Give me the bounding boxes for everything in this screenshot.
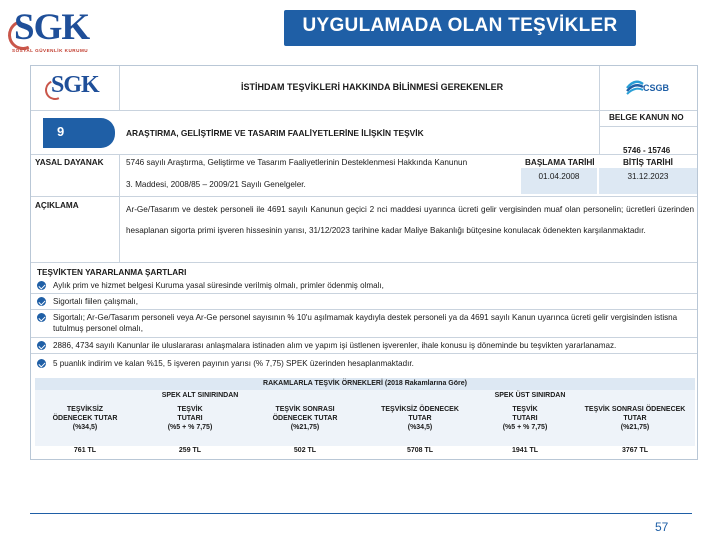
divider [31,353,697,354]
incentive-document [30,65,698,460]
examples-value: 761 TL [73,447,97,454]
check-icon [37,297,46,306]
csgb-logo [621,72,681,106]
page-number: 57 [655,520,669,534]
examples-title: RAKAMLARLA TEŞVİK ÖRNEKLERİ (2018 Rakamlarına Göre) [263,380,467,387]
divider [31,110,697,111]
examples-column-header [245,405,365,432]
condition-text: Sigortalı; Ar-Ge/Tasarım personeli veya Ar-Ge personel sayısının % 10'u aşılmamak kaydıyla destek personeli ya da 4691 sayılı Kanun uyarınca ücreti gelir vergisinden istisna tutulmuş personel olmalı, [53,313,678,333]
column-header-rate: (%5 + % 7,75) [502,424,548,431]
description-label: AÇIKLAMA [35,201,79,210]
column-header-line: TEŞVİKSİZ [66,406,104,413]
check-icon [37,313,46,322]
condition-text: 5 puanlık indirim ve kalan %15, 5 işveren payının yarısı (% 7,75) SPEK üzerinden hesaplanmaktadır. [53,359,414,368]
condition-text: 2886, 4734 sayılı Kanunlar ile uluslararası anlaşmalara istinaden alım ve yapım işi üstlenen işverenler, ihale konusu iş döneminde bu teşvikten yararlanamaz. [53,341,617,350]
condition-text: Sigortalı fiilen çalışmalı, [53,297,139,306]
examples-value: 3767 TL [621,447,649,454]
examples-value: 502 TL [293,447,317,454]
belge-value: 5746 - 15746 [623,146,671,155]
column-header-rate: (%21,75) [620,424,650,431]
incentive-title: ARAŞTIRMA, GELİŞTİRME VE TASARIM FAALİYETLERİNE İLİŞKİN TEŞVİK [126,128,424,138]
column-header-line: ÖDENECEK TUTAR [272,415,338,422]
footer-divider [30,513,692,514]
description-text: Ar-Ge/Tasarım ve destek personeli ile 4691 sayılı Kanunun geçici 2 nci maddesi uyarınca ücreti gelir vergisinden muaf olan personelin; ücretleri üzerinden hesaplanan sigorta primi işveren hissesinin yarısı, 31/12/2023 tarihine kadar Maliye Bakanlığı bütçesine konulacak ödenekten karşılanmaktadır. [126,205,694,235]
examples-column-header [35,405,135,432]
examples-value: 1941 TL [511,447,539,454]
check-icon [37,341,46,350]
column-header-line: TEŞVİK SONRASI [275,406,335,413]
examples-column-header [135,405,245,432]
column-header-rate: (%34,5) [72,424,98,431]
legal-basis-line2: 3. Maddesi, 2008/85 – 2009/21 Sayılı Genelgeler. [126,180,306,189]
legal-basis-label: YASAL DAYANAK [35,158,104,167]
divider [599,126,697,127]
column-header-line: TEŞVİKSİZ ÖDENECEK [381,406,459,413]
divider [599,66,600,154]
column-header-line: TUTARI [177,415,203,422]
conditions-heading: TEŞVİKTEN YARARLANMA ŞARTLARI [37,268,187,277]
sgk-logo [4,4,122,58]
examples-column-header [475,405,575,432]
column-header-line: TEŞVİK [177,406,203,413]
end-date-value: 31.12.2023 [599,168,697,194]
condition-text: Aylık prim ve hizmet belgesi Kuruma yasal süresinde verilmiş olmalı, primler ödenmiş olmalı, [53,281,384,290]
csgb-logo-text: CSGB [643,83,670,93]
divider [119,154,120,262]
column-header-rate: (%21,75) [290,424,320,431]
column-header-line: TUTAR [408,415,432,422]
column-header-line: TEŞVİK [512,406,538,413]
incentive-number: 9 [57,124,65,139]
incentive-number-badge [43,118,115,148]
examples-group-upper: SPEK ÜST SINIRDAN [494,392,566,399]
start-date-value: 01.04.2008 [521,168,597,194]
examples-column-header [365,405,475,432]
slide-title: UYGULAMADA OLAN TEŞVİKLER [302,15,618,36]
column-header-line: TEŞVİK SONRASI ÖDENECEK [584,406,686,413]
start-date-label: BAŞLAMA TARİHİ [525,158,595,167]
divider [31,293,697,294]
examples-table [35,378,695,458]
slide-header [0,0,720,58]
doc-logo-text: SGK [51,72,99,98]
column-header-line: TUTAR [623,415,647,422]
check-icon [37,281,46,290]
divider [31,309,697,310]
check-icon [37,359,46,368]
legal-basis-line1: 5746 sayılı Araştırma, Geliştirme ve Tasarım Faaliyetlerinin Desteklenmesi Hakkında Kanunun [126,158,468,167]
sgk-logo-subtitle: SOSYAL GÜVENLİK KURUMU [12,48,89,53]
divider [31,337,697,338]
doc-sgk-logo [35,70,121,110]
column-header-line: TUTARI [512,415,538,422]
column-header-rate: (%34,5) [407,424,433,431]
examples-group-lower: SPEK ALT SINIRINDAN [161,392,239,399]
end-date-label: BİTİŞ TARİHİ [623,158,673,167]
document-heading: İSTİHDAM TEŞVİKLERİ HAKKINDA BİLİNMESİ GEREKENLER [241,82,504,92]
divider [31,262,697,263]
examples-column-header [575,405,695,432]
sgk-logo-text: SGK [14,7,90,48]
belge-label: BELGE KANUN NO [609,113,684,122]
column-header-line: ÖDENECEK TUTAR [52,415,118,422]
divider [31,196,697,197]
column-header-rate: (%5 + % 7,75) [167,424,213,431]
examples-value: 5708 TL [406,447,434,454]
examples-value: 259 TL [178,447,202,454]
csgb-emblem-icon [625,76,645,96]
divider [31,154,697,155]
